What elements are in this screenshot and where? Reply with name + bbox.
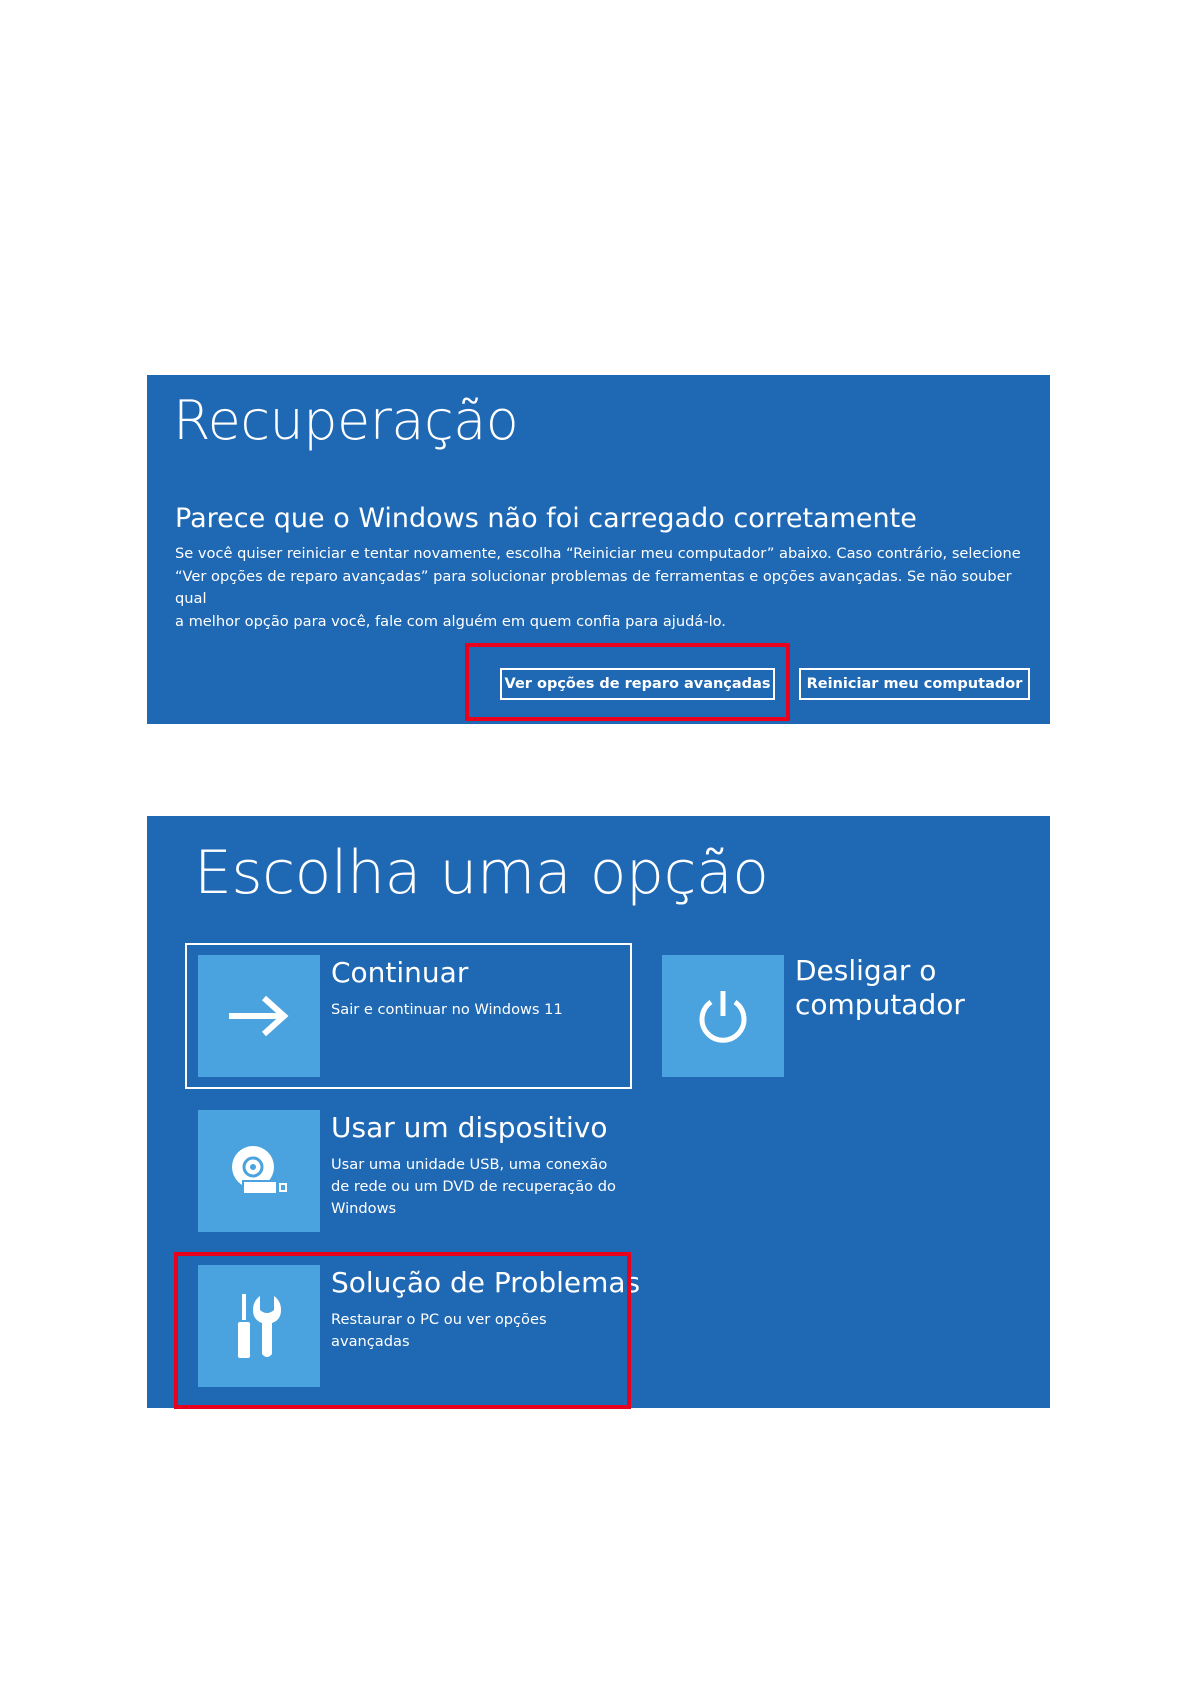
restart-computer-button[interactable]: Reiniciar meu computador [799, 668, 1030, 700]
recovery-subtitle: Parece que o Windows não foi carregado corretamente [175, 503, 917, 534]
arrow-right-icon [198, 955, 320, 1077]
recovery-screen [147, 375, 1050, 724]
recovery-description: Se você quiser reiniciar e tentar novamente, escolha “Reiniciar meu computador” abaixo. Caso contrário, selecione “Ver opções de reparo avançadas” para solucionar problemas de ferramentas e opções avançadas. Se não souber qual a melhor opção para você, fale com alguém em quem confia para ajudá-lo. [175, 545, 1021, 630]
tile-shutdown-title: Desligar o computador [795, 954, 965, 1021]
tile-use-device-description: Usar uma unidade USB, uma conexão de rede ou um DVD de recuperação do Windows [331, 1156, 616, 1217]
tile-continue[interactable] [198, 955, 618, 1077]
tile-troubleshoot[interactable] [198, 1265, 641, 1387]
tools-icon [198, 1265, 320, 1387]
options-title: Escolha uma opção [194, 838, 769, 908]
power-icon [662, 955, 784, 1077]
tile-continue-title: Continuar [331, 956, 469, 989]
tile-troubleshoot-title: Solução de Problemas [331, 1266, 641, 1299]
recovery-title: Recuperação [173, 389, 519, 452]
disc-drive-icon [198, 1110, 320, 1232]
options-screen [147, 816, 1050, 1408]
tile-shutdown[interactable] [662, 955, 1002, 1077]
tile-use-device[interactable] [198, 1110, 618, 1232]
advanced-repair-options-button[interactable]: Ver opções de reparo avançadas [500, 668, 775, 700]
tile-troubleshoot-description: Restaurar o PC ou ver opções avançadas [331, 1311, 547, 1350]
tile-continue-description: Sair e continuar no Windows 11 [331, 1001, 563, 1018]
tile-use-device-title: Usar um dispositivo [331, 1111, 608, 1144]
